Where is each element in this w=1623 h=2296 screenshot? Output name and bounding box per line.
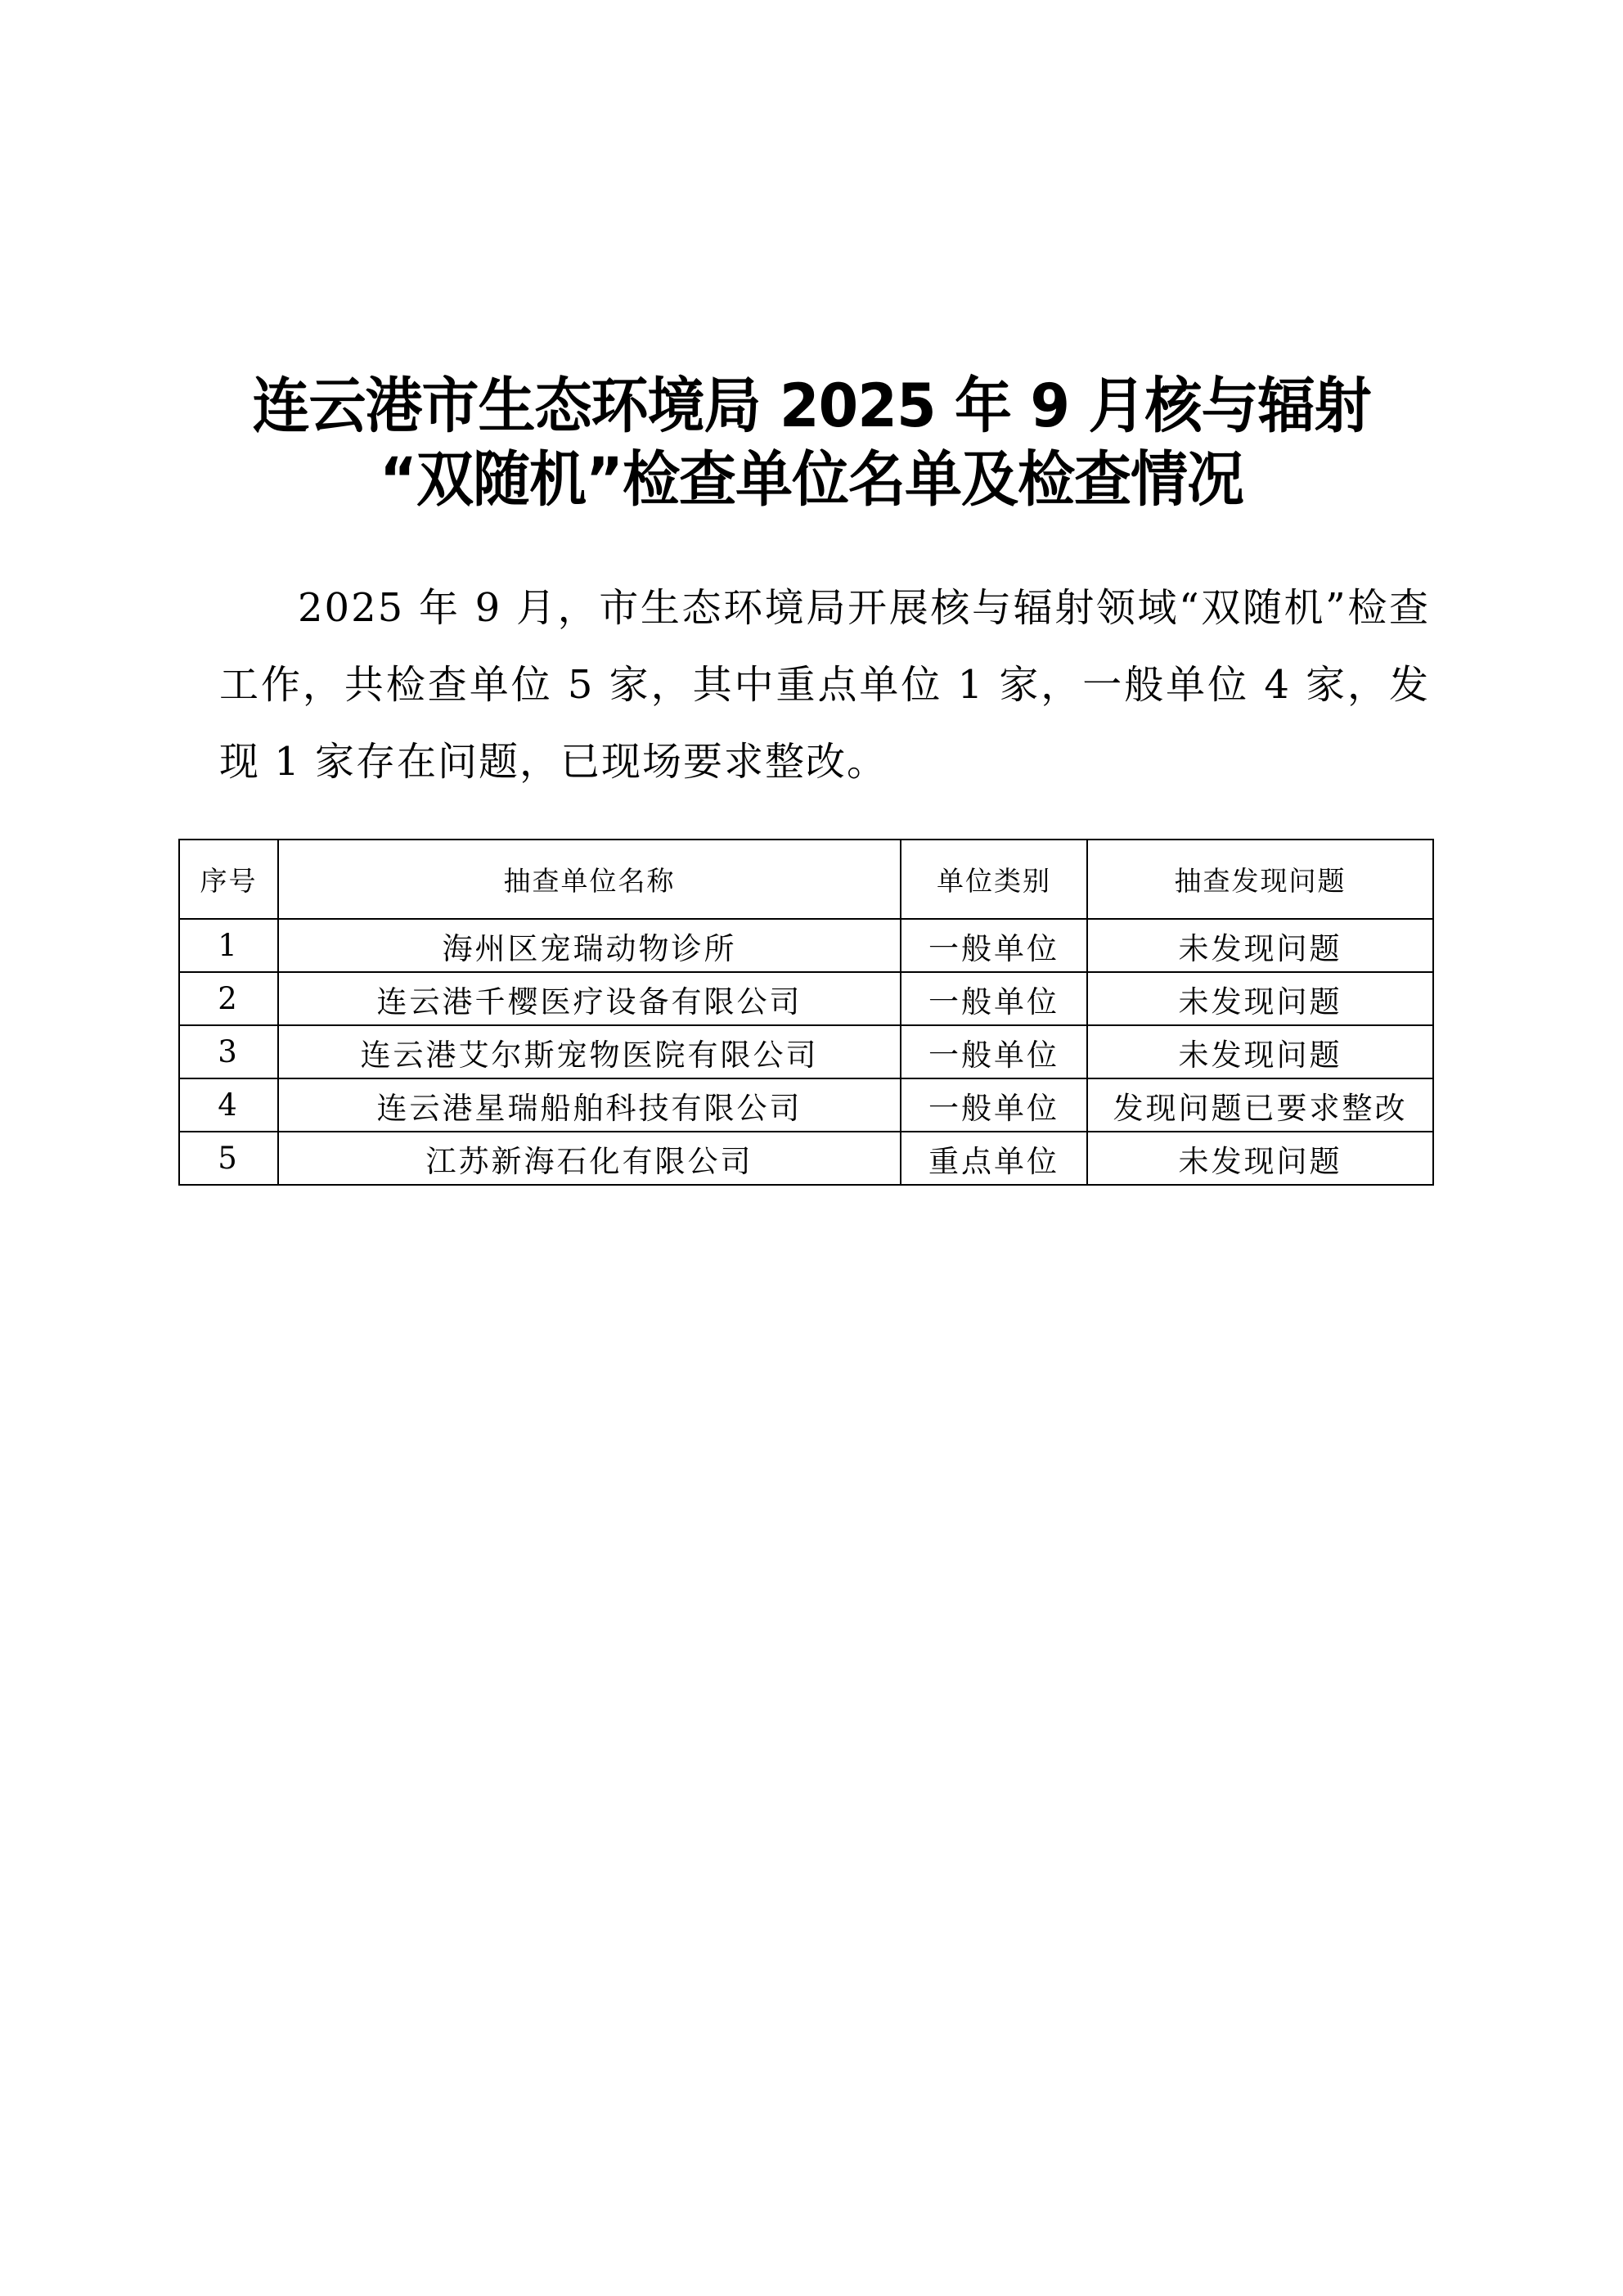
- header-unit-name: 抽查单位名称: [278, 840, 901, 919]
- document-title-line-1: 连云港市生态环境局 2025 年 9 月核与辐射: [252, 370, 1371, 442]
- cell-unit-name: 连云港星瑞船舶科技有限公司: [278, 1078, 901, 1132]
- inspection-table: [178, 839, 1434, 1186]
- cell-serial-number: 4: [179, 1078, 278, 1132]
- cell-unit-category: 一般单位: [901, 919, 1087, 972]
- cell-unit-category: 一般单位: [901, 972, 1087, 1025]
- document-title-line-2: “双随机”检查单位名单及检查情况: [379, 443, 1243, 515]
- cell-unit-name: 连云港千樱医疗设备有限公司: [278, 972, 901, 1025]
- cell-unit-name: 连云港艾尔斯宠物医院有限公司: [278, 1025, 901, 1078]
- header-findings: 抽查发现问题: [1087, 840, 1433, 919]
- cell-unit-category: 重点单位: [901, 1132, 1087, 1185]
- cell-unit-category: 一般单位: [901, 1025, 1087, 1078]
- table-row: [179, 1078, 1433, 1132]
- cell-serial-number: 2: [179, 972, 278, 1025]
- cell-unit-name: 江苏新海石化有限公司: [278, 1132, 901, 1185]
- summary-paragraph-text: 2025 年 9 月，市生态环境局开展核与辐射领域“双随机”检查工作，共检查单位 5 家，其中重点单位 1 家，一般单位 4 家，发现 1 家存在问题，已现场要求整改。: [219, 585, 1430, 785]
- cell-serial-number: 3: [179, 1025, 278, 1078]
- cell-unit-category: 一般单位: [901, 1078, 1087, 1132]
- cell-finding: 未发现问题: [1087, 1025, 1433, 1078]
- cell-finding: 未发现问题: [1087, 1132, 1433, 1185]
- cell-finding: 发现问题已要求整改: [1087, 1078, 1433, 1132]
- summary-paragraph: [219, 569, 1430, 800]
- cell-serial-number: 5: [179, 1132, 278, 1185]
- header-unit-category: 单位类别: [901, 840, 1087, 919]
- table-header-row: [179, 840, 1433, 919]
- cell-unit-name: 海州区宠瑞动物诊所: [278, 919, 901, 972]
- table-row: [179, 919, 1433, 972]
- header-serial-number: 序号: [179, 840, 278, 919]
- table-row: [179, 1025, 1433, 1078]
- cell-finding: 未发现问题: [1087, 919, 1433, 972]
- cell-serial-number: 1: [179, 919, 278, 972]
- table-row: [179, 1132, 1433, 1185]
- table-row: [179, 972, 1433, 1025]
- cell-finding: 未发现问题: [1087, 972, 1433, 1025]
